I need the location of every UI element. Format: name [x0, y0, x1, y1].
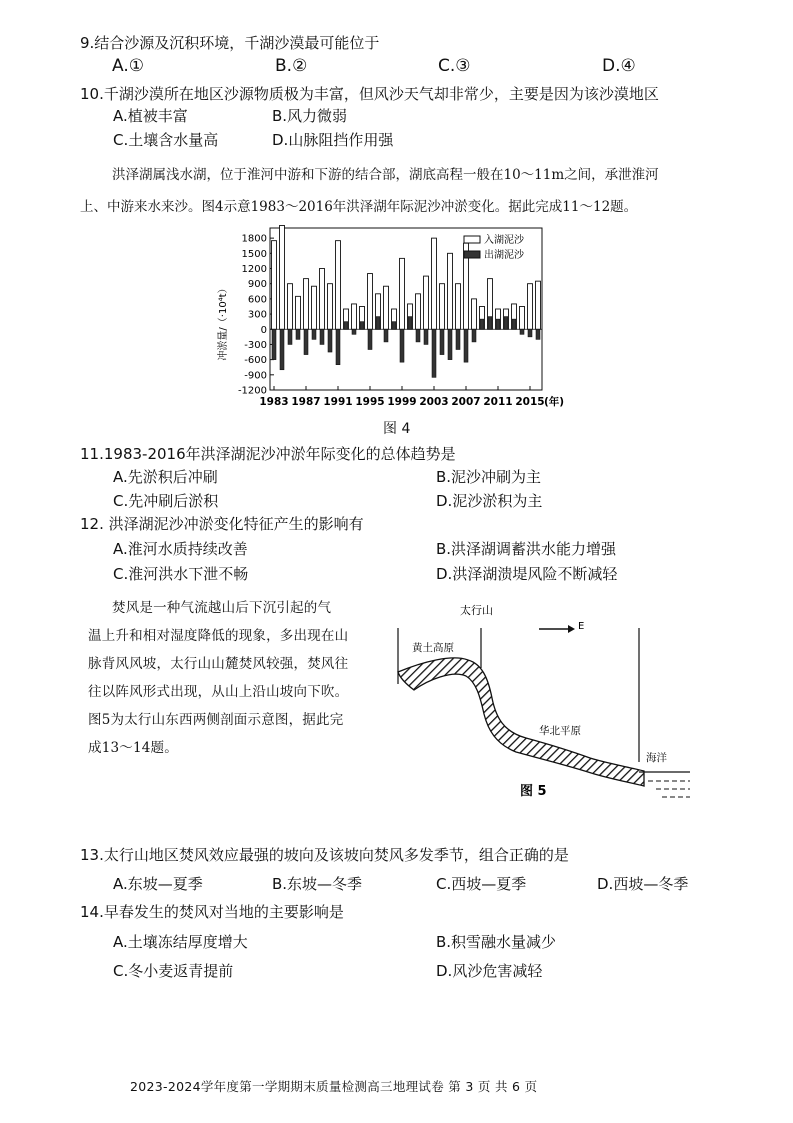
q10-option-d: D.山脉阻挡作用强 — [272, 131, 394, 149]
legend-label-outflow: 出湖泥沙 — [484, 250, 524, 261]
bar-outflow — [416, 329, 420, 342]
x-unit-label: (年) — [544, 396, 565, 408]
q14-stem: 14.早春发生的焚风对当地的主要影响是 — [80, 903, 344, 921]
page-footer: 2023-2024学年度第一学期期末质量检测高三地理试卷 第 3 页 共 6 页 — [130, 1079, 538, 1094]
bar-outflow — [296, 329, 300, 339]
bar-inflow — [456, 284, 461, 330]
q12-stem: 12. 洪泽湖泥沙冲淤变化特征产生的影响有 — [80, 515, 364, 533]
bar-outflow — [456, 329, 460, 349]
q9-stem: 9.结合沙源及沉积环境，千湖沙漠最可能位于 — [80, 34, 380, 52]
y-tick-label: 1800 — [241, 233, 267, 245]
x-tick-label: 2007 — [451, 396, 481, 408]
figure4-ylabel: 冲淤量/（·10⁴t） — [218, 283, 229, 361]
x-tick-label: 1999 — [387, 396, 417, 408]
y-tick-label: 600 — [247, 294, 267, 306]
bar-outflow — [304, 329, 308, 354]
q11-option-b: B.泥沙冲刷为主 — [436, 468, 542, 486]
figure4-chart — [212, 222, 565, 412]
bar-outflow — [376, 317, 380, 330]
legend-swatch-inflow — [464, 236, 480, 243]
q9-option-c: C.③ — [438, 56, 471, 76]
label-east: E — [578, 621, 585, 632]
bar-outflow — [408, 317, 412, 330]
q12-option-a: A.淮河水质持续改善 — [113, 540, 248, 558]
label-loess-plateau: 黄土高原 — [412, 642, 454, 654]
bar-outflow — [312, 329, 316, 339]
bar-outflow — [520, 329, 524, 334]
q12-option-c: C.淮河洪水下泄不畅 — [113, 565, 249, 583]
q13-option-b: B.东坡—冬季 — [272, 875, 363, 893]
bar-inflow — [472, 299, 477, 329]
bar-inflow — [328, 284, 333, 330]
q13-option-c: C.西坡—夏季 — [436, 875, 527, 893]
bar-outflow — [328, 329, 332, 352]
bar-outflow — [488, 317, 492, 330]
x-tick-label: 1983 — [259, 396, 289, 408]
x-tick-label: 2003 — [419, 396, 449, 408]
bar-outflow — [536, 329, 540, 339]
label-north-china-plain: 华北平原 — [539, 725, 581, 737]
y-tick-label: 900 — [247, 279, 267, 291]
bar-inflow — [432, 238, 437, 329]
figure4-caption: 图 4 — [383, 421, 411, 437]
bar-outflow — [440, 329, 444, 354]
intro2-line-4: 往以阵风形式出现，从山上沿山坡向下吹。 — [88, 684, 349, 700]
bar-outflow — [496, 319, 500, 329]
bar-inflow — [296, 296, 301, 329]
q9-option-a: A.① — [112, 56, 144, 76]
bar-outflow — [432, 329, 436, 377]
bar-outflow — [368, 329, 372, 349]
q10-stem: 10.千湖沙漠所在地区沙源物质极为丰富，但风沙天气却非常少，主要是因为该沙漠地区 — [80, 85, 659, 103]
q14-option-d: D.风沙危害减轻 — [436, 962, 543, 980]
bar-outflow — [352, 329, 356, 334]
intro1-line2: 上、中游来水来沙。图4示意1983～2016年洪泽湖年际泥沙冲淤变化。据此完成11～12题。 — [80, 199, 638, 215]
q9-option-d: D.④ — [602, 56, 636, 76]
q11-option-a: A.先淤积后冲刷 — [113, 468, 218, 486]
bar-outflow — [384, 329, 388, 342]
q10-option-b: B.风力微弱 — [272, 107, 348, 125]
q10-option-c: C.土壤含水量高 — [113, 131, 219, 149]
x-tick-label: 1987 — [291, 396, 321, 408]
q10-option-a: A.植被丰富 — [113, 107, 188, 125]
bar-inflow — [424, 276, 429, 329]
bar-outflow — [288, 329, 292, 344]
label-taihang: 太行山 — [460, 604, 493, 617]
q11-option-c: C.先冲刷后淤积 — [113, 492, 219, 510]
bar-outflow — [464, 329, 468, 362]
bar-inflow — [352, 304, 357, 329]
x-tick-label: 1995 — [355, 396, 385, 408]
bar-outflow — [448, 329, 452, 359]
intro2-paragraph — [88, 594, 388, 762]
q14-option-a: A.土壤冻结厚度增大 — [113, 933, 248, 951]
bar-outflow — [280, 329, 284, 370]
bar-inflow — [280, 225, 285, 329]
x-tick-label: 2011 — [483, 396, 513, 408]
y-tick-label: 1200 — [241, 264, 267, 275]
bar-outflow — [392, 322, 396, 330]
intro2-line-3: 脉背风风坡，太行山山麓焚风较强，焚风往 — [88, 656, 349, 672]
x-tick-label: 2015 — [515, 396, 545, 408]
bar-outflow — [272, 329, 276, 359]
q14-option-b: B.积雪融水量减少 — [436, 933, 557, 951]
bar-outflow — [480, 319, 484, 329]
q13-option-d: D.西坡—冬季 — [597, 875, 689, 893]
bar-inflow — [448, 253, 453, 329]
bar-inflow — [336, 241, 341, 330]
intro2-line-2: 温上升和相对湿度降低的现象，多出现在山 — [88, 628, 349, 644]
y-tick-label: -600 — [244, 355, 267, 367]
bar-inflow — [528, 284, 533, 330]
legend-swatch-outflow — [464, 251, 480, 258]
y-tick-label: 300 — [247, 309, 267, 321]
bar-inflow — [520, 306, 525, 329]
intro2-line-5: 图5为太行山东西两侧剖面示意图，据此完 — [88, 712, 344, 728]
bar-outflow — [336, 329, 340, 364]
bar-outflow — [344, 322, 348, 330]
intro2-line-1: 焚风是一种气流越山后下沉引起的气 — [112, 600, 332, 616]
bar-inflow — [312, 286, 317, 329]
q13-stem: 13.太行山地区焚风效应最强的坡向及该坡向焚风多发季节，组合正确的是 — [80, 846, 569, 864]
bar-inflow — [304, 279, 309, 330]
y-tick-label: -900 — [244, 370, 267, 382]
bar-outflow — [400, 329, 404, 362]
y-tick-label: 1500 — [241, 248, 267, 260]
q12-option-b: B.洪泽湖调蓄洪水能力增强 — [436, 540, 617, 558]
bar-outflow — [360, 322, 364, 330]
q11-stem: 11.1983-2016年洪泽湖泥沙冲淤年际变化的总体趋势是 — [80, 445, 456, 463]
intro1-line1: 洪泽湖属浅水湖，位于淮河中游和下游的结合部，湖底高程一般在10～11m之间，承泄淮河 — [112, 167, 659, 183]
q9-option-b: B.② — [275, 56, 308, 76]
bar-inflow — [536, 281, 541, 329]
q13-option-a: A.东坡—夏季 — [113, 875, 203, 893]
bar-outflow — [472, 329, 476, 342]
x-tick-label: 1991 — [323, 396, 353, 408]
y-tick-label: -300 — [244, 339, 267, 351]
figure5-caption: 图 5 — [520, 784, 547, 799]
figure5-diagram — [392, 600, 692, 810]
legend-label-inflow: 入湖泥沙 — [484, 235, 524, 246]
bar-inflow — [368, 274, 373, 330]
bar-outflow — [320, 329, 324, 344]
bar-inflow — [384, 286, 389, 329]
label-ocean: 海洋 — [646, 752, 667, 764]
bar-outflow — [528, 329, 532, 337]
bar-inflow — [288, 284, 293, 330]
bar-inflow — [320, 269, 325, 330]
bar-inflow — [272, 241, 277, 330]
q11-option-d: D.泥沙淤积为主 — [436, 492, 543, 510]
bar-outflow — [512, 319, 516, 329]
bar-outflow — [424, 329, 428, 344]
bar-inflow — [440, 284, 445, 330]
q14-option-c: C.冬小麦返青提前 — [113, 962, 234, 980]
bar-outflow — [504, 317, 508, 330]
bar-inflow — [400, 258, 405, 329]
y-tick-label: -1200 — [237, 385, 267, 397]
bar-inflow — [416, 294, 421, 329]
east-arrow-head — [568, 625, 575, 633]
q12-option-d: D.洪泽湖溃堤风险不断减轻 — [436, 565, 618, 583]
intro2-line-6: 成13～14题。 — [88, 740, 178, 756]
y-tick-label: 0 — [260, 324, 267, 336]
terrain-cross-section — [398, 658, 644, 786]
